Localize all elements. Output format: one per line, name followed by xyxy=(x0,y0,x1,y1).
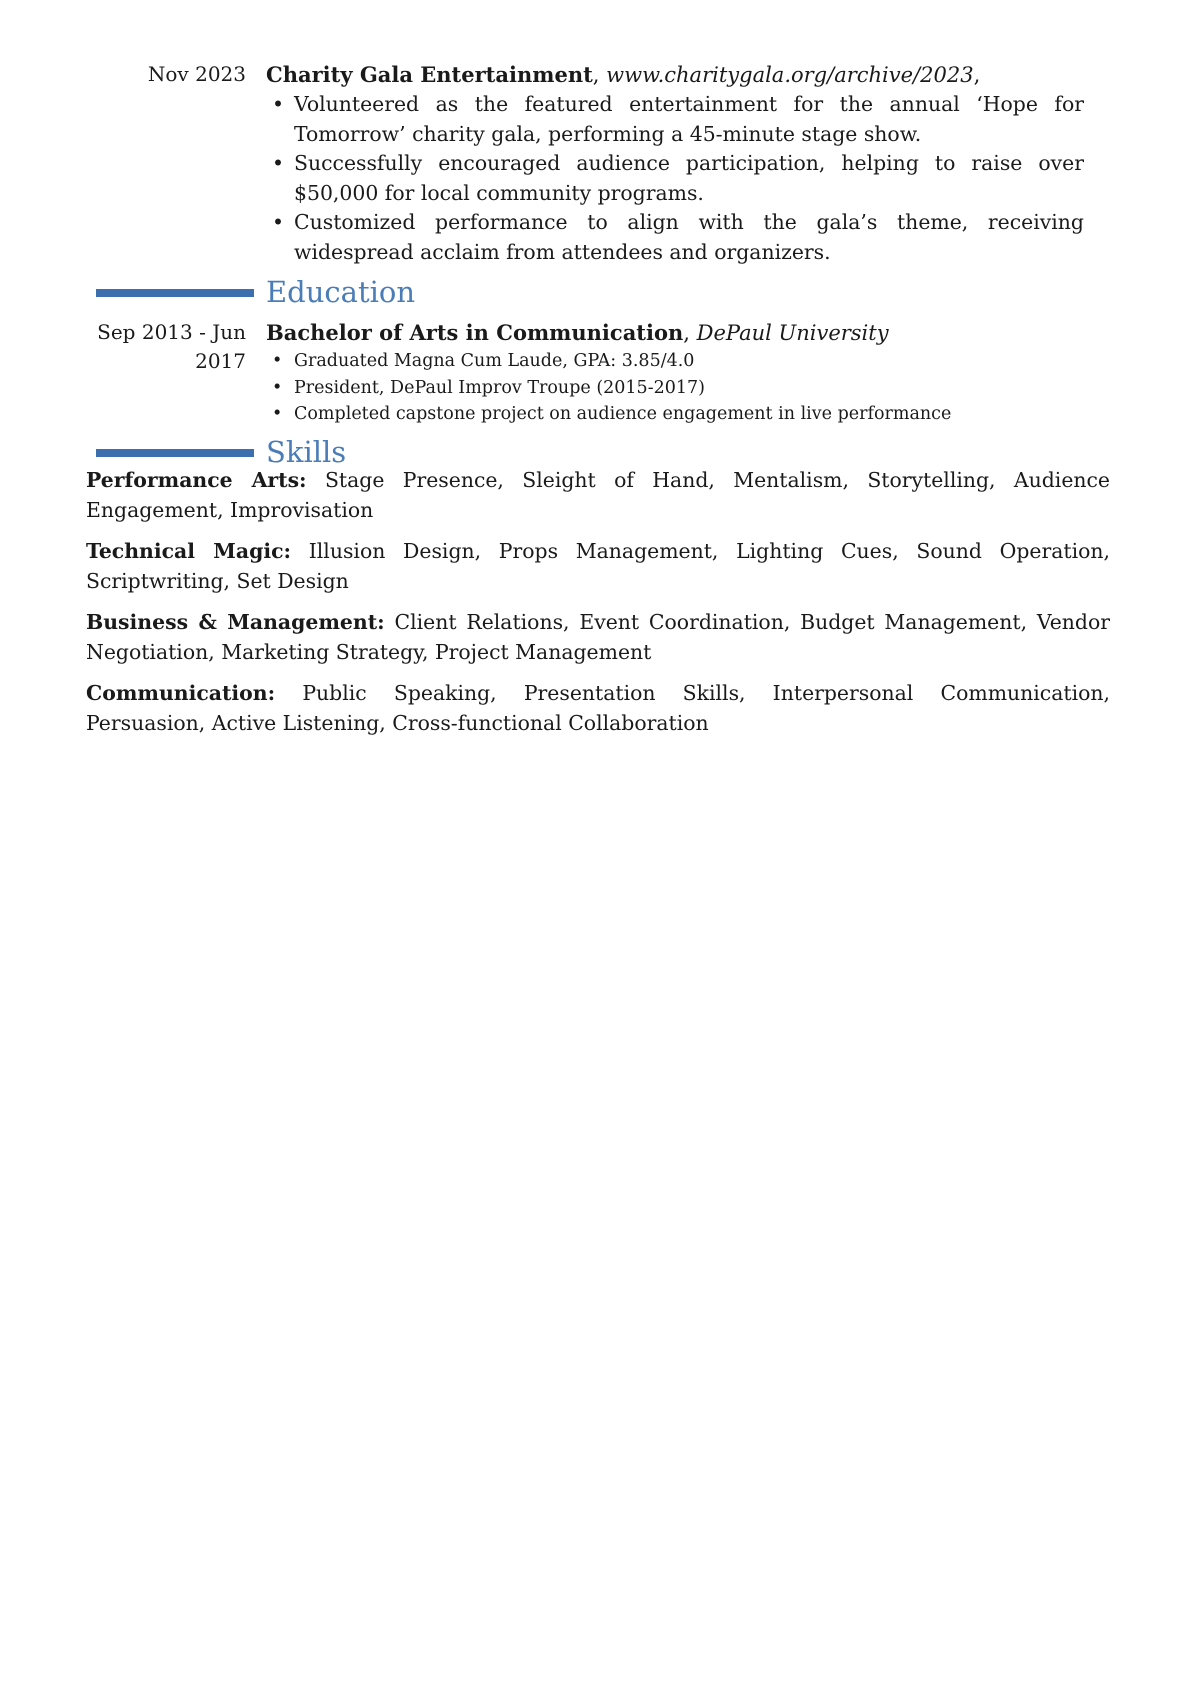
skill-category: Communication: xyxy=(86,681,276,705)
experience-date: Nov 2023 xyxy=(147,62,246,86)
skill-row xyxy=(86,608,1110,667)
experience-link[interactable]: www.charitygala.org/archive/2023 xyxy=(606,63,974,87)
education-body xyxy=(266,318,1096,428)
experience-bullet: • Customized performance to align with the gala’s theme, receiving widespread acclaim from attendees and organizers. xyxy=(266,208,1096,267)
experience-bullet: • Volunteered as the featured entertainment for the annual ‘Hope for Tomorrow’ charity gala, performing a 45-minute stage show. xyxy=(266,90,1096,149)
education-heading: Education xyxy=(266,275,416,309)
education-bullet: • Graduated Magna Cum Laude, GPA: 3.85/4.0 xyxy=(266,348,1096,375)
skill-items: Stage Presence, Sleight of Hand, Mentalism, Storytelling, Audience Engagement, Improvisation xyxy=(86,468,1110,522)
education-separator: , xyxy=(683,321,697,345)
experience-separator: , xyxy=(592,63,607,87)
education-degree: Bachelor of Arts in Communication xyxy=(266,320,684,345)
experience-trailing: , xyxy=(973,63,981,87)
education-headline xyxy=(266,318,1096,348)
experience-organization: Charity Gala Entertainment xyxy=(266,62,593,87)
skill-items: Illusion Design, Props Management, Lighting Cues, Sound Operation, Scriptwriting, Set Design xyxy=(86,539,1110,593)
education-bullet: • President, DePaul Improv Troupe (2015-2017) xyxy=(266,375,1096,402)
education-date: Sep 2013 - Jun 2017 xyxy=(97,320,246,373)
experience-body xyxy=(266,60,1096,267)
skill-row xyxy=(86,537,1110,596)
education-bullet: • Completed capstone project on audience engagement in live performance xyxy=(266,401,1096,428)
skill-category: Business & Management: xyxy=(86,610,385,634)
skills-list xyxy=(86,466,1110,750)
skill-category: Technical Magic: xyxy=(86,539,292,563)
education-bullet-list xyxy=(266,348,1096,428)
section-accent-bar xyxy=(96,289,254,297)
experience-bullet: • Successfully encouraged audience participation, helping to raise over $50,000 for local community programs. xyxy=(266,149,1096,208)
skill-category: Performance Arts: xyxy=(86,468,307,492)
education-section-header xyxy=(0,274,1190,314)
skill-row xyxy=(86,679,1110,738)
skill-row xyxy=(86,466,1110,525)
skill-items: Client Relations, Event Coordination, Budget Management, Vendor Negotiation, Marketing Strategy, Project Management xyxy=(86,610,1110,664)
experience-bullet-list xyxy=(266,90,1096,267)
education-school: DePaul University xyxy=(696,321,889,345)
skill-items: Public Speaking, Presentation Skills, Interpersonal Communication, Persuasion, Active Listening, Cross-functional Collaboration xyxy=(86,681,1110,735)
section-accent-bar xyxy=(96,449,254,457)
skills-heading: Skills xyxy=(266,435,347,469)
experience-headline xyxy=(266,60,1096,90)
